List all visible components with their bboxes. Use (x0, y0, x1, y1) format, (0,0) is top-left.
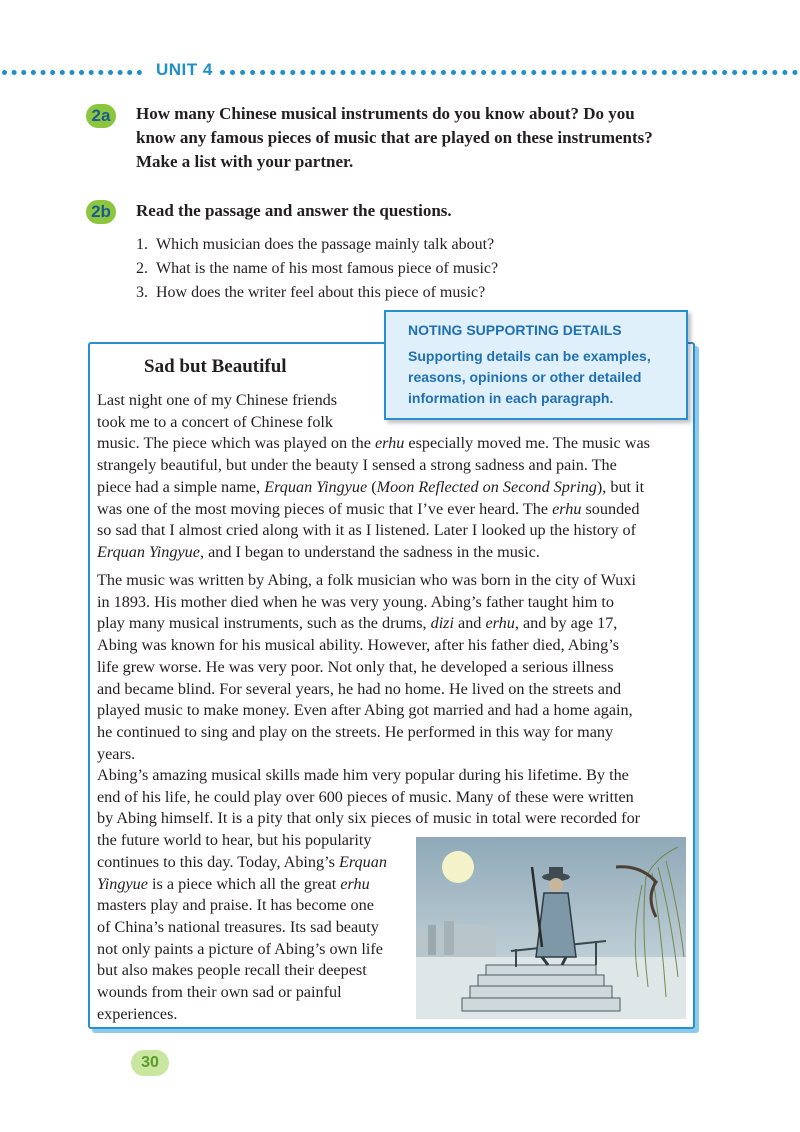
text-line: by Abing himself. It is a pity that only six pieces of music in total were recorded for (97, 809, 641, 828)
task-2b-instruction: Read the passage and answer the questions. (136, 201, 452, 220)
passage-title: Sad but Beautiful (144, 356, 287, 377)
text-line: but also makes people recall their deepest (97, 961, 367, 980)
text-line: strangely beautiful, but under the beauty I sensed a strong sadness and pain. The (97, 456, 617, 475)
question-item (136, 281, 498, 305)
text-line: wounds from their own sad or painful (97, 983, 342, 1002)
question-text: What is the name of his most famous piece of music? (156, 260, 499, 277)
question-text: Which musician does the passage mainly talk about? (156, 236, 495, 253)
text-line: he continued to sing and play on the streets. He performed in this way for many (97, 722, 614, 741)
text-line: so sad that I almost cried along with it as I listened. Later I looked up the history of (97, 521, 637, 540)
unit-header (0, 58, 800, 84)
text-line: the future world to hear, but his popularity (97, 831, 372, 850)
paragraph-2 (97, 570, 683, 765)
text-line: The music was written by Abing, a folk musician who was born in the city of Wuxi (97, 571, 636, 589)
text-line: continues to this day. Today, Abing’s Erquan (97, 852, 387, 871)
page-number: 30 (131, 1050, 169, 1076)
text-line: piece had a simple name, Erquan Yingyue (Moon Reflected on Second Spring), but it (97, 477, 645, 496)
text-line: life grew worse. He was very poor. Not only that, he developed a serious illness (97, 657, 614, 676)
text-line: and became blind. For several years, he had no home. He lived on the streets and (97, 679, 622, 698)
task-2a-line: know any famous pieces of music that are played on these instruments? (136, 128, 653, 147)
tip-box (384, 310, 688, 420)
unit-label: UNIT 4 (156, 60, 213, 79)
text-line: Last night one of my Chinese friends (97, 391, 338, 409)
text-line: Yingyue is a piece which all the great erhu (97, 874, 370, 893)
text-line: music. The piece which was played on the erhu especially moved me. The music was (97, 434, 650, 453)
text-line: end of his life, he could play over 600 pieces of music. Many of these were written (97, 787, 634, 806)
text-line: masters play and praise. It has become one (97, 896, 374, 915)
task-2b-badge: 2b (86, 200, 116, 224)
text-line: years. (97, 744, 136, 763)
dotted-rule-right (220, 70, 798, 75)
text-line: Abing’s amazing musical skills made him very popular during his lifetime. By the (97, 766, 629, 784)
text-line: Erquan Yingyue, and I began to understand the sadness in the music. (97, 542, 540, 561)
text-line: play many musical instruments, such as the drums, dizi and erhu, and by age 17, (97, 614, 618, 633)
question-number: 3. (136, 284, 148, 301)
moon-icon (442, 851, 474, 883)
question-item (136, 233, 498, 257)
text-line: took me to a concert of Chinese folk (97, 412, 333, 431)
tip-heading: NOTING SUPPORTING DETAILS (408, 322, 622, 338)
task-2a-badge: 2a (86, 104, 116, 128)
text-line: played music to make money. Even after Abing got married and had a home again, (97, 701, 633, 720)
text-line: Abing was known for his musical ability. However, after his father died, Abing’s (97, 636, 620, 655)
abing-erhu-illustration (416, 837, 686, 1019)
text-line: not only paints a picture of Abing’s own life (97, 939, 383, 958)
dotted-rule-left (2, 70, 142, 75)
text-line: in 1893. His mother died when he was very young. Abing’s father taught him to (97, 592, 615, 611)
question-item (136, 257, 498, 281)
text-line: experiences. (97, 1004, 178, 1023)
question-text: How does the writer feel about this piece of music? (156, 284, 486, 301)
question-number: 2. (136, 260, 148, 277)
question-number: 1. (136, 236, 148, 253)
task-2a-line: How many Chinese musical instruments do you know about? Do you (136, 104, 635, 123)
task-2a-line: Make a list with your partner. (136, 152, 354, 171)
question-list (136, 233, 498, 305)
text-line: of China’s national treasures. Its sad beauty (97, 917, 379, 936)
stone-stairs (462, 965, 620, 1011)
tip-body: Supporting details can be examples, reasons, opinions or other detailed information in each paragraph. (408, 348, 651, 406)
text-line: was one of the most moving pieces of music that I’ve ever heard. The erhu sounded (97, 499, 640, 518)
task-2a-text (136, 102, 653, 174)
